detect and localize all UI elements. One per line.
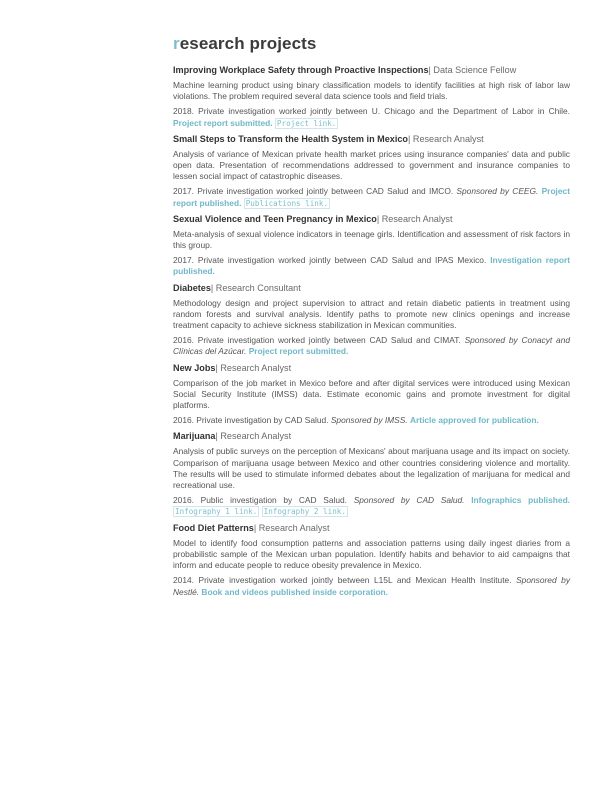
project-name: Food Diet Patterns	[173, 522, 254, 533]
project-details: 2014. Private investigation worked jointly between L15L and Mexican Health Institute.	[173, 575, 512, 586]
project-link[interactable]: Infography 1 link.	[175, 507, 258, 517]
project-name: Sexual Violence and Teen Pregnancy in Mexico	[173, 213, 377, 224]
project-title	[173, 430, 570, 442]
project-entry	[173, 282, 570, 358]
project-list	[173, 64, 570, 598]
project-details: 2016. Public investigation by CAD Salud.	[173, 495, 347, 506]
project-details: 2016. Private investigation by CAD Salud.	[173, 415, 329, 426]
project-meta	[173, 415, 570, 426]
project-sponsor: Sponsored by CEEG.	[456, 186, 539, 197]
project-meta	[173, 255, 570, 277]
project-description: Model to identify food consumption patterns and association patterns using daily ingest diaries from a probabilistic sample of the Mexican urban population. Identify habits and behavior to aid campaigns that inform and educate people to reduce obesity prevalence in Mexico.	[173, 537, 570, 571]
project-entry	[173, 213, 570, 278]
project-link[interactable]: Infography 2 link.	[263, 507, 346, 517]
project-status: Project report published.	[173, 186, 570, 208]
project-role: | Research Analyst	[215, 362, 292, 373]
project-sponsor: Sponsored by CAD Salud.	[353, 495, 465, 506]
section-title	[173, 34, 570, 54]
project-description: Machine learning product using binary classification models to identify facilities at high risk of labor law violations. The problem required several data science tools and field trials.	[173, 80, 570, 102]
project-status: Infographics published.	[471, 495, 571, 506]
project-role: | Research Analyst	[376, 213, 453, 224]
project-sponsor: Sponsored by IMSS.	[330, 415, 408, 426]
project-details: 2016. Private investigation worked jointly between CAD Salud and CIMAT.	[173, 335, 461, 346]
project-sponsor: Sponsored by Nestlé.	[173, 575, 571, 597]
project-description: Meta-analysis of sexual violence indicators in teenage girls. Identification and assessment of risk factors in this group.	[173, 228, 570, 251]
project-role: | Research Analyst	[253, 522, 330, 533]
project-name: New Jobs	[173, 362, 216, 373]
project-entry	[173, 522, 570, 598]
project-role: | Research Analyst	[215, 431, 292, 442]
project-link[interactable]: Publications link.	[245, 198, 329, 208]
project-meta	[173, 495, 570, 517]
section-title-initial: r	[173, 34, 180, 53]
project-entry	[173, 133, 570, 209]
project-name: Marijuana	[173, 431, 216, 442]
project-name: Improving Workplace Safety through Proactive Inspections	[173, 65, 429, 75]
project-role: | Research Consultant	[210, 282, 301, 293]
project-description: Analysis of public surveys on the perception of Mexicans' about marijuana usage and its impact on society. Comparison of marijuana usage between Mexico and other countries considering violence and mortality. The results will be used to stimulate informed debates about the legalization of marijuana for medical and recreational use.	[173, 446, 570, 491]
project-title	[173, 362, 570, 374]
project-status: Article approved for publication.	[409, 415, 539, 426]
project-name: Small Steps to Transform the Health System in Mexico	[173, 133, 408, 144]
project-meta	[173, 335, 570, 357]
project-role: | Research Analyst	[408, 133, 484, 144]
project-description: Analysis of variance of Mexican private health market prices using insurance companies' data and public open data. Presentation of recommendations addressed to government and insurance companies to lessen social impact of catastrophic diseases.	[173, 148, 570, 182]
project-description: Methodology design and project supervision to attract and retain diabetic patients in treatment using random forests and survival analysis. Identify paths to promote new clinics openings and increase treatment capacity to achieve sickness stabilization in Mexican communities.	[173, 297, 570, 331]
project-title	[173, 213, 570, 225]
project-sponsor: Sponsored by Conacyt and Clínicas del Azúcar.	[173, 335, 571, 357]
project-details: 2017. Private investigation worked jointly between CAD Salud and IMCO.	[173, 186, 454, 197]
project-role: | Data Science Fellow	[428, 65, 517, 75]
project-status: Project report submitted.	[173, 117, 273, 128]
project-description: Comparison of the job market in Mexico before and after digital services were introduced using Mexican Social Security Institute (IMSS) data. Estimate economic gains and promote investment for digital platforms.	[173, 377, 570, 411]
project-link[interactable]: Project link.	[276, 118, 337, 128]
project-meta	[173, 106, 570, 128]
project-entry	[173, 430, 570, 517]
project-meta	[173, 186, 570, 208]
project-details: 2017. Private investigation worked jointly between CAD Salud and IPAS Mexico.	[173, 255, 487, 266]
project-title	[173, 522, 570, 534]
section-title-rest: esearch projects	[179, 34, 317, 53]
project-name: Diabetes	[173, 282, 211, 293]
project-meta	[173, 575, 570, 597]
project-status: Project report submitted.	[248, 346, 349, 357]
project-details: 2018. Private investigation worked jointly between U. Chicago and the Department of Labor in Chile.	[173, 106, 570, 117]
project-status: Investigation report published.	[173, 255, 570, 277]
project-title	[173, 64, 570, 76]
project-status: Book and videos published inside corporation.	[201, 586, 389, 597]
project-title	[173, 133, 570, 145]
project-entry	[173, 362, 570, 427]
project-title	[173, 282, 570, 294]
project-entry	[173, 64, 570, 129]
research-projects-section	[173, 34, 570, 602]
